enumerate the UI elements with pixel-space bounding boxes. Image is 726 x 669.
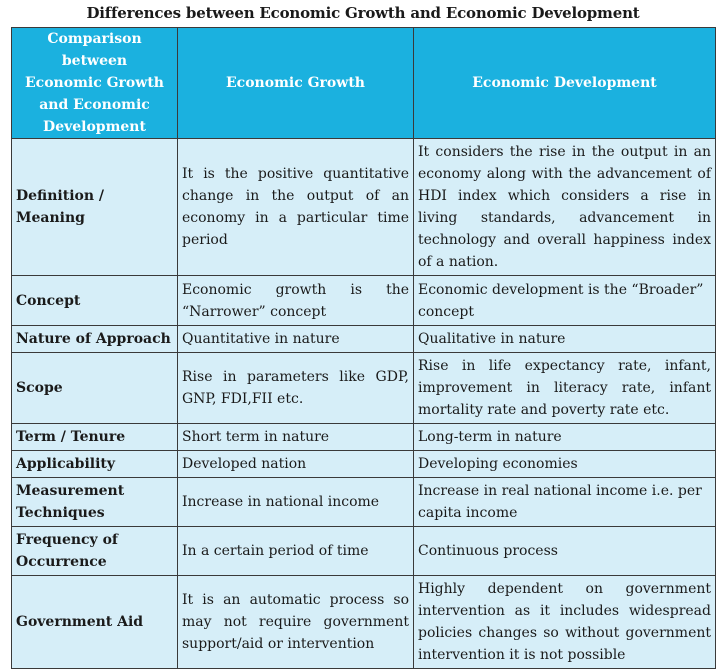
header-comparison: Comparison between Economic Growth and Economic Development [12,28,178,139]
table-title: Differences between Economic Growth and Economic Development [86,4,640,22]
row-label-definition: Definition / Meaning [12,139,178,276]
row-label-government-aid: Government Aid [12,576,178,669]
growth-cell-frequency: In a certain period of time [178,527,414,576]
row-label-scope: Scope [12,353,178,424]
development-cell-frequency: Continuous process [414,527,716,576]
comparison-table [11,27,716,669]
table-row [12,276,716,326]
growth-cell-definition: It is the positive quantitative change in the output of an economy in a particular time period [178,139,414,276]
table-row [12,451,716,478]
header-economic-development: Economic Development [414,28,716,139]
development-cell-government-aid: Highly dependent on government intervention as it includes widespread policies changes so without government intervention it is not possible [414,576,716,669]
table-row [12,139,716,276]
row-label-term: Term / Tenure [12,424,178,451]
row-label-frequency: Frequency of Occurrence [12,527,178,576]
growth-cell-measurement: Increase in national income [178,478,414,527]
header-economic-growth: Economic Growth [178,28,414,139]
growth-cell-scope: Rise in parameters like GDP, GNP, FDI,FII etc. [178,353,414,424]
growth-cell-applicability: Developed nation [178,451,414,478]
row-label-concept: Concept [12,276,178,326]
growth-cell-term: Short term in nature [178,424,414,451]
development-cell-nature: Qualitative in nature [414,326,716,353]
header-row [12,28,716,139]
development-cell-concept: Economic development is the “Broader” concept [414,276,716,326]
growth-cell-government-aid: It is an automatic process so may not require government support/aid or intervention [178,576,414,669]
table-row [12,576,716,669]
table-row [12,326,716,353]
row-label-nature: Nature of Approach [12,326,178,353]
growth-cell-concept: Economic growth is the “Narrower” concept [178,276,414,326]
development-cell-scope: Rise in life expectancy rate, infant, improvement in literacy rate, infant mortality rate and poverty rate etc. [414,353,716,424]
row-label-applicability: Applicability [12,451,178,478]
table-row [12,424,716,451]
table-row [12,478,716,527]
row-label-measurement: Measurement Techniques [12,478,178,527]
growth-cell-nature: Quantitative in nature [178,326,414,353]
development-cell-term: Long-term in nature [414,424,716,451]
table-row [12,527,716,576]
development-cell-measurement: Increase in real national income i.e. per capita income [414,478,716,527]
table-row [12,353,716,424]
development-cell-applicability: Developing economies [414,451,716,478]
development-cell-definition: It considers the rise in the output in an economy along with the advancement of HDI index which considers a rise in living standards, advancement in technology and overall happiness index of a nation. [414,139,716,276]
